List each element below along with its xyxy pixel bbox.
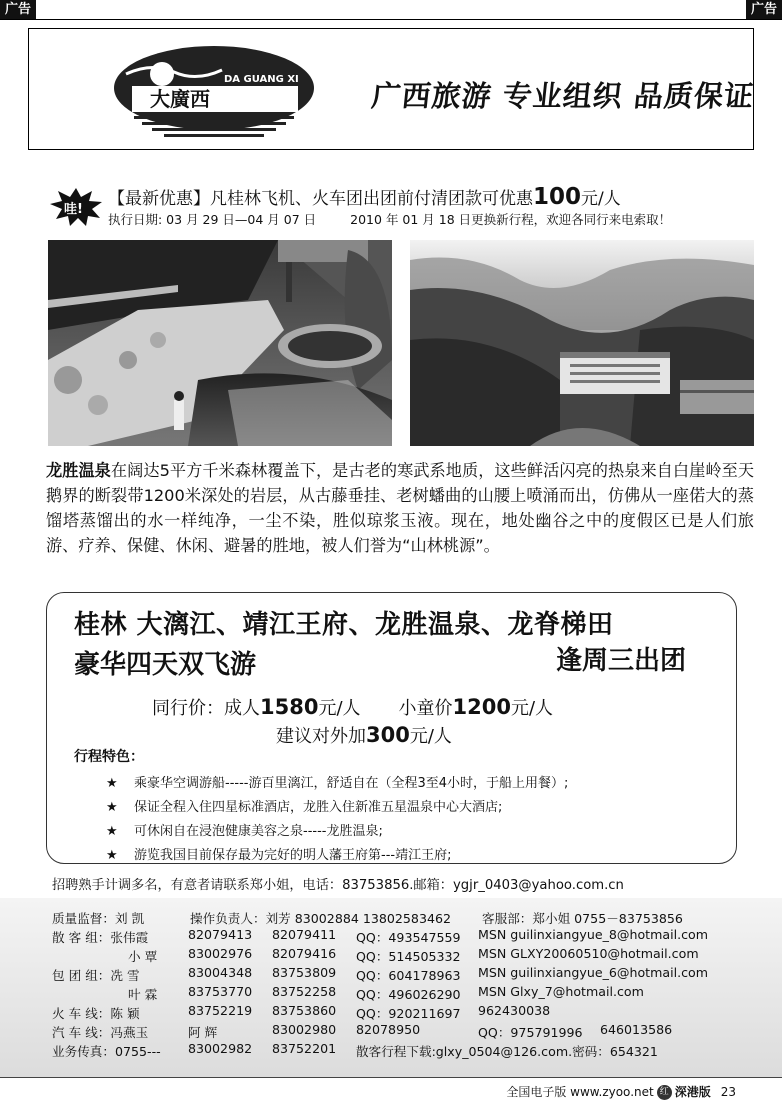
resort-valley-photo xyxy=(410,240,754,446)
promo-amount: 100 xyxy=(533,184,582,210)
list-item: ★ 乘豪华空调游船-----游百里漓江，舒适自在（全程3至4小时，于船上用餐）; xyxy=(106,772,568,796)
page-number: 23 xyxy=(720,1085,736,1099)
list-item: ★ 游览我国目前保存最为完好的明人藩王府第---靖江王府; xyxy=(106,844,568,868)
ad-tag-left: 广告 xyxy=(0,0,36,20)
star-icon: ★ xyxy=(106,848,118,863)
logo-chinese: 大廣西 xyxy=(150,87,210,111)
suggested-markup: 建议对外加300元/人 xyxy=(276,723,452,747)
promo-notice: 2010 年 01 月 18 日更换新行程，欢迎各同行来电索取！ xyxy=(350,212,672,227)
contact-panel: 质量监督：刘 凯 操作负责人：刘芳 83002884 13802583462 客服部：郑小姐 0755－83753856 散 客 组：张伟霞 82079413 82079411 QQ：493547559 MSN guilinxiangyue_8@hotmail.com 小 覃 83002976 82079416 QQ：514505332 MSN GLXY20060510@hotmail.com 包 团 组：冼 雪 83004348 83753809 QQ：604178963 MSN guilinxiangyue_6@hotmail.com 叶 霖 83753770 83752258 QQ：496026290 MSN Glxy_7@hotmail.com 火 车 线：陈 颖 83752219 83753860 QQ：920211697 962430038 汽 车 线：冯燕玉 阿 辉 83002980 82078950 QQ：975791996 646013586 业务传真：0755--- 83002982 83752201 散客行程下载:glxy_0504@126.com.密码：654321 xyxy=(0,898,782,1078)
top-rule xyxy=(0,19,782,20)
star-icon: ★ xyxy=(106,800,118,815)
promo-dates: 执行日期: 03 月 29 日—04 月 07 日 2010 年 01 月 18 日更换新行程，欢迎各同行来电索取！ xyxy=(108,212,672,227)
star-icon: ★ xyxy=(106,824,118,839)
tour-prices: 同行价：成人1580元/人 小童价1200元/人 xyxy=(152,695,554,719)
footer-rule xyxy=(0,1077,782,1078)
list-item: ★ 保证全程入住四星标准酒店，龙胜入住新准五星温泉中心大酒店; xyxy=(106,796,568,820)
footer-badge-icon: 红 xyxy=(657,1085,672,1100)
page-footer xyxy=(506,1083,736,1100)
promo-burst-icon xyxy=(50,188,102,226)
tour-title-line2: 豪华四天双飞游 xyxy=(74,650,257,680)
tour-schedule: 逢周三出团 xyxy=(556,646,687,676)
footer-site: 全国电子版 www.zyoo.net xyxy=(506,1085,654,1099)
child-price: 1200 xyxy=(452,695,511,719)
list-item: ★ 可休闲自在浸泡健康美容之泉-----龙胜温泉; xyxy=(106,820,568,844)
hot-spring-description: 龙胜温泉在阔达5平方千米森林覆盖下，是古老的寒武系地质，这些鲜活闪亮的热泉来自白崖岭至天鹅界的断裂带1200米深处的岩层，从古藤垂挂、老树蟠曲的山腰上喷涌而出，仿佛从一座偌大的蒸馏塔蒸馏出的水一样纯净，一尘不染，胜似琼浆玉液。现在，地处幽谷之中的度假区已是人们旅游、疗养、保健、休闲、避暑的胜地，被人们誉为“山林桃源”。 xyxy=(46,461,755,555)
features-title: 行程特色： xyxy=(74,749,144,765)
hot-spring-photo xyxy=(48,240,392,446)
promo-headline: 【最新优惠】凡桂林飞机、火车团出团前付清团款可优惠100元/人 xyxy=(108,184,621,210)
adult-price: 1580 xyxy=(260,695,319,719)
hot-spring-name: 龙胜温泉 xyxy=(46,461,111,480)
features-list xyxy=(106,772,568,868)
star-icon: ★ xyxy=(106,776,118,791)
ad-tag-right: 广告 xyxy=(746,0,782,20)
daguangxi-logo xyxy=(112,44,316,142)
recruitment-notice: 招聘熟手计调多名，有意者请联系郑小姐，电话：83753856.邮箱：ygjr_0403@yahoo.com.cn xyxy=(52,878,624,893)
logo-latin: DA GUANG XI xyxy=(224,74,299,85)
tour-title-line1: 桂林 大漓江、靖江王府、龙胜温泉、龙脊梯田 xyxy=(74,610,614,640)
svg-text:哇!: 哇! xyxy=(64,202,83,217)
header-slogan: 广西旅游 专业组织 品质保证 xyxy=(370,79,756,113)
footer-edition: 深港版 xyxy=(674,1085,711,1099)
